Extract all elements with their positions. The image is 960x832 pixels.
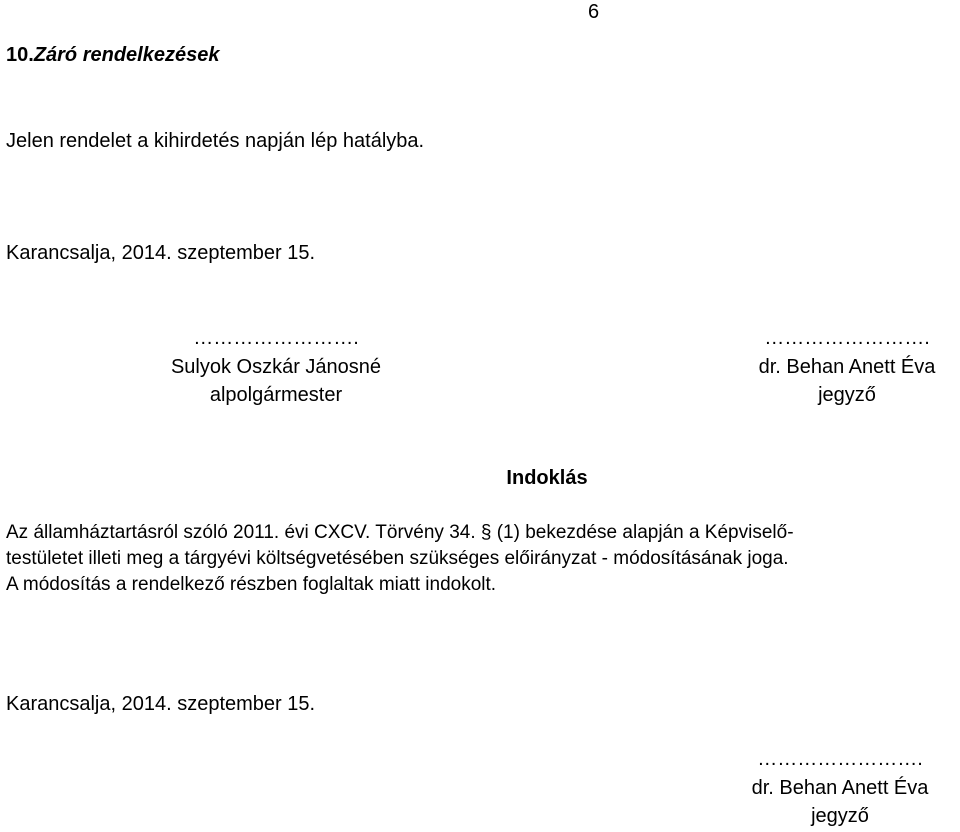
reason-line: testületet illeti meg a tárgyévi költségvetésében szükséges előirányzat - módosításának joga. bbox=[6, 548, 789, 569]
effect-text: Jelen rendelet a kihirdetés napján lép hatályba. bbox=[6, 130, 425, 152]
section-number: 10. bbox=[6, 44, 34, 66]
signature-bottom-name: dr. Behan Anett Éva bbox=[751, 777, 929, 799]
date-first: Karancsalja, 2014. szeptember 15. bbox=[6, 242, 316, 264]
signature-left-dots: ……………………. bbox=[193, 327, 359, 349]
signature-left-name: Sulyok Oszkár Jánosné bbox=[170, 356, 382, 378]
signature-right-dots: ……………………. bbox=[764, 327, 930, 349]
signature-bottom-dots: ……………………. bbox=[757, 748, 923, 770]
page-number: 6 bbox=[588, 1, 600, 23]
signature-right-role: jegyző bbox=[818, 384, 876, 406]
reason-title: Indoklás bbox=[506, 467, 588, 489]
reason-line: Az államháztartásról szóló 2011. évi CXCV. Törvény 34. § (1) bekezdése alapján a Képviselő- bbox=[6, 522, 794, 543]
signature-bottom-role: jegyző bbox=[811, 805, 869, 827]
section-title: Záró rendelkezések bbox=[33, 44, 220, 66]
signature-left-role: alpolgármester bbox=[209, 384, 343, 406]
signature-right-name: dr. Behan Anett Éva bbox=[758, 356, 936, 378]
section-heading bbox=[6, 45, 219, 65]
reason-line: A módosítás a rendelkező részben foglaltak miatt indokolt. bbox=[6, 574, 497, 595]
date-second: Karancsalja, 2014. szeptember 15. bbox=[6, 693, 316, 715]
reason-paragraph bbox=[6, 520, 956, 598]
